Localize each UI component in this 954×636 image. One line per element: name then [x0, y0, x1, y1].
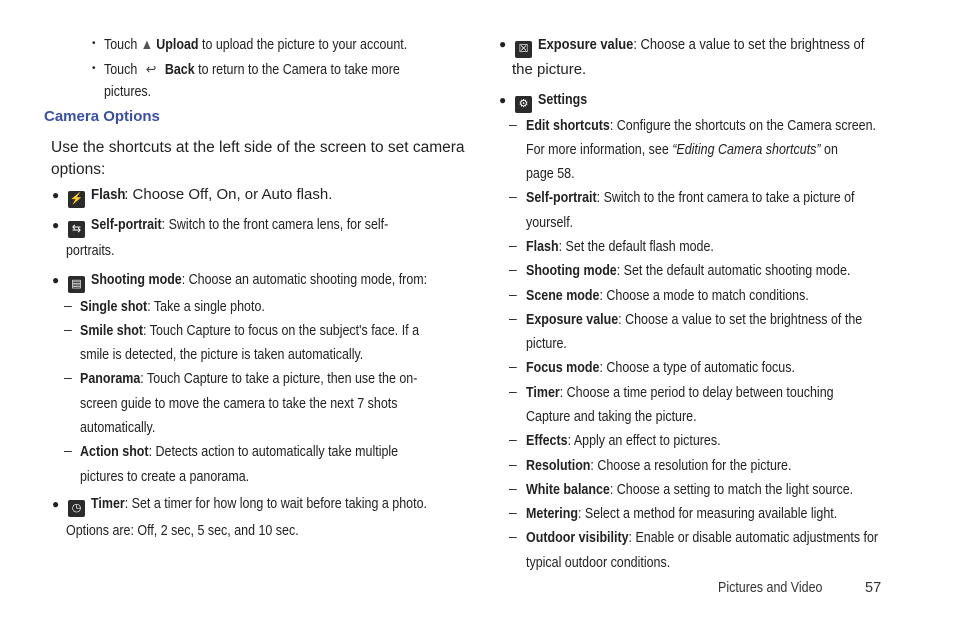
edit-shortcuts-page: page 58.	[526, 166, 575, 182]
exposure-desc-cont: the picture.	[512, 61, 587, 78]
flash-desc: : Choose Off, On, or Auto flash.	[124, 186, 333, 203]
exposure-line-2	[512, 61, 586, 79]
self-portrait-line	[68, 216, 421, 238]
white-balance-line	[526, 481, 906, 499]
white-balance-label: White balance	[526, 482, 610, 498]
settings-line	[515, 91, 595, 113]
r-shooting-mode-label: Shooting mode	[526, 263, 617, 279]
smile-shot-label: Smile shot	[80, 323, 144, 339]
panorama-line-3	[80, 419, 168, 437]
flash-line	[68, 186, 332, 208]
outdoor-line	[526, 529, 935, 547]
intro-line-1	[51, 139, 465, 157]
edit-shortcuts-ref-pre: For more information, see	[526, 142, 673, 158]
r-shooting-mode-line	[526, 262, 903, 280]
back-icon: ↩	[145, 62, 157, 78]
intro-line-2	[51, 161, 105, 179]
back-desc: to return to the Camera to take more	[194, 62, 400, 78]
timer-desc: : Set a timer for how long to wait before taking a photo.	[124, 496, 427, 512]
edit-shortcuts-line	[526, 117, 933, 135]
panorama-desc: : Touch Capture to take a picture, then use the on-	[140, 371, 418, 387]
shooting-mode-icon: ▤	[68, 276, 85, 293]
outdoor-desc-cont: typical outdoor conditions.	[526, 555, 671, 571]
bullet: ●	[499, 37, 507, 51]
exposure-line	[515, 36, 938, 58]
touch-back-line	[104, 61, 434, 79]
self-portrait-desc-cont: portraits.	[66, 243, 115, 259]
dash: –	[64, 321, 72, 337]
outdoor-label: Outdoor visibility	[526, 530, 629, 546]
dash: –	[509, 431, 517, 447]
action-shot-line	[80, 443, 450, 461]
smile-shot-desc-cont: smile is detected, the picture is taken automatically.	[80, 347, 364, 363]
back-desc-cont: pictures.	[104, 84, 152, 100]
r-self-portrait-label: Self-portrait	[526, 190, 597, 206]
r-self-portrait-desc-cont: yourself.	[526, 215, 574, 231]
exposure-label: Exposure value	[538, 36, 634, 53]
touch-back-line-2	[104, 83, 159, 101]
dash: –	[509, 310, 517, 326]
intro-text-2: options:	[51, 161, 106, 178]
r-timer-desc-cont: Capture and taking the picture.	[526, 409, 697, 425]
upload-icon: ▲	[140, 37, 154, 53]
bullet: ●	[52, 273, 60, 287]
dash: –	[509, 528, 517, 544]
touch-upload-line	[104, 36, 434, 54]
scene-mode-line	[526, 287, 855, 305]
exposure-desc: : Choose a value to set the brightness of	[633, 36, 865, 53]
edit-shortcuts-label: Edit shortcuts	[526, 118, 610, 134]
metering-desc: : Select a method for measuring available light.	[577, 506, 838, 522]
scene-mode-desc: : Choose a mode to match conditions.	[599, 288, 809, 304]
r-exposure-value-line-2	[526, 335, 574, 353]
section-heading: Camera Options	[44, 108, 160, 125]
panorama-desc-cont: screen guide to move the camera to take the next 7 shots	[80, 396, 398, 412]
shooting-mode-desc: : Choose an automatic shooting mode, from:	[181, 272, 428, 288]
dash: –	[509, 286, 517, 302]
outdoor-desc: : Enable or disable automatic adjustments for	[628, 530, 879, 546]
panorama-line-2	[80, 395, 449, 413]
timer-line	[68, 495, 471, 517]
r-exposure-value-line	[526, 311, 917, 329]
shooting-mode-line	[68, 271, 441, 293]
dash: –	[509, 480, 517, 496]
r-timer-line	[526, 384, 884, 402]
r-exposure-value-desc-cont: picture.	[526, 336, 567, 352]
self-portrait-icon: ⇆	[68, 221, 85, 238]
dash: –	[64, 369, 72, 385]
focus-mode-line	[526, 359, 839, 377]
action-shot-label: Action shot	[80, 444, 149, 460]
r-self-portrait-line	[526, 189, 908, 207]
dash: –	[509, 188, 517, 204]
settings-label: Settings	[538, 92, 588, 108]
smile-shot-line-2	[80, 346, 409, 364]
single-shot-desc: : Take a single photo.	[147, 299, 265, 315]
smile-shot-desc: : Touch Capture to focus on the subject's face. If a	[143, 323, 420, 339]
effects-desc: : Apply an effect to pictures.	[567, 433, 721, 449]
dash: –	[509, 237, 517, 253]
smile-shot-line	[80, 322, 474, 340]
r-exposure-value-label: Exposure value	[526, 312, 619, 328]
r-self-portrait-desc: : Switch to the front camera to take a picture of	[596, 190, 855, 206]
bullet: ●	[52, 218, 60, 232]
panorama-label: Panorama	[80, 371, 141, 387]
r-timer-desc: : Choose a time period to delay between touching	[559, 385, 834, 401]
action-shot-line-2	[80, 468, 277, 486]
focus-mode-label: Focus mode	[526, 360, 600, 376]
panorama-desc-cont-2: automatically.	[80, 420, 156, 436]
r-flash-line	[526, 238, 744, 256]
page-number: 57	[865, 580, 882, 596]
timer-icon: ◷	[68, 500, 85, 517]
resolution-label: Resolution	[526, 458, 591, 474]
bullet: •	[92, 63, 96, 74]
effects-label: Effects	[526, 433, 568, 449]
action-shot-desc: : Detects action to automatically take multiple	[148, 444, 399, 460]
edit-shortcuts-line-2	[526, 141, 889, 159]
resolution-line	[526, 457, 835, 475]
dash: –	[64, 297, 72, 313]
single-shot-line	[80, 298, 295, 316]
r-exposure-value-desc: : Choose a value to set the brightness of the	[618, 312, 863, 328]
metering-label: Metering	[526, 506, 578, 522]
action-shot-desc-cont: pictures to create a panorama.	[80, 469, 250, 485]
r-timer-line-2	[526, 408, 724, 426]
exposure-value-icon: ☒	[515, 41, 532, 58]
r-self-portrait-line-2	[526, 214, 581, 232]
self-portrait-line-2	[66, 242, 122, 260]
timer-line-2	[66, 522, 337, 540]
r-flash-desc: : Set the default flash mode.	[558, 239, 714, 255]
edit-shortcuts-line-3	[526, 165, 582, 183]
upload-label: Upload	[156, 37, 199, 53]
dash: –	[509, 504, 517, 520]
r-flash-label: Flash	[526, 239, 559, 255]
bullet: ●	[52, 188, 60, 202]
back-label: Back	[164, 62, 195, 78]
dash: –	[509, 456, 517, 472]
edit-shortcuts-ref-post: on	[820, 142, 838, 158]
bullet: ●	[52, 497, 60, 511]
self-portrait-label: Self-portrait	[91, 217, 162, 233]
dash: –	[509, 261, 517, 277]
touch-text: Touch	[104, 37, 138, 53]
settings-icon: ⚙	[515, 96, 532, 113]
dash: –	[509, 116, 517, 132]
panorama-line	[80, 370, 472, 388]
outdoor-line-2	[526, 554, 694, 572]
flash-label: Flash	[91, 186, 126, 203]
single-shot-label: Single shot	[80, 299, 148, 315]
bullet: ●	[499, 93, 507, 107]
self-portrait-desc: : Switch to the front camera lens, for self-	[161, 217, 389, 233]
r-timer-label: Timer	[526, 385, 560, 401]
focus-mode-desc: : Choose a type of automatic focus.	[599, 360, 795, 376]
dash: –	[509, 383, 517, 399]
timer-label: Timer	[91, 496, 125, 512]
white-balance-desc: : Choose a setting to match the light source.	[609, 482, 854, 498]
bullet: •	[92, 38, 96, 49]
scene-mode-label: Scene mode	[526, 288, 600, 304]
r-shooting-mode-desc: : Set the default automatic shooting mode.	[616, 263, 851, 279]
dash: –	[64, 442, 72, 458]
resolution-desc: : Choose a resolution for the picture.	[590, 458, 792, 474]
effects-line	[526, 432, 752, 450]
timer-desc-cont: Options are: Off, 2 sec, 5 sec, and 10 sec.	[66, 523, 299, 539]
metering-line	[526, 505, 888, 523]
shooting-mode-label: Shooting mode	[91, 272, 182, 288]
upload-desc: to upload the picture to your account.	[198, 37, 408, 53]
touch-text: Touch	[104, 62, 138, 78]
dash: –	[509, 358, 517, 374]
edit-shortcuts-ref-link[interactable]: “Editing Camera shortcuts”	[672, 142, 821, 158]
footer-section-text: Pictures and Video	[718, 580, 823, 596]
footer-section	[718, 580, 839, 596]
flash-icon: ⚡	[68, 191, 85, 208]
edit-shortcuts-desc: : Configure the shortcuts on the Camera screen.	[609, 118, 877, 134]
intro-text: Use the shortcuts at the left side of the screen to set camera	[51, 139, 465, 156]
